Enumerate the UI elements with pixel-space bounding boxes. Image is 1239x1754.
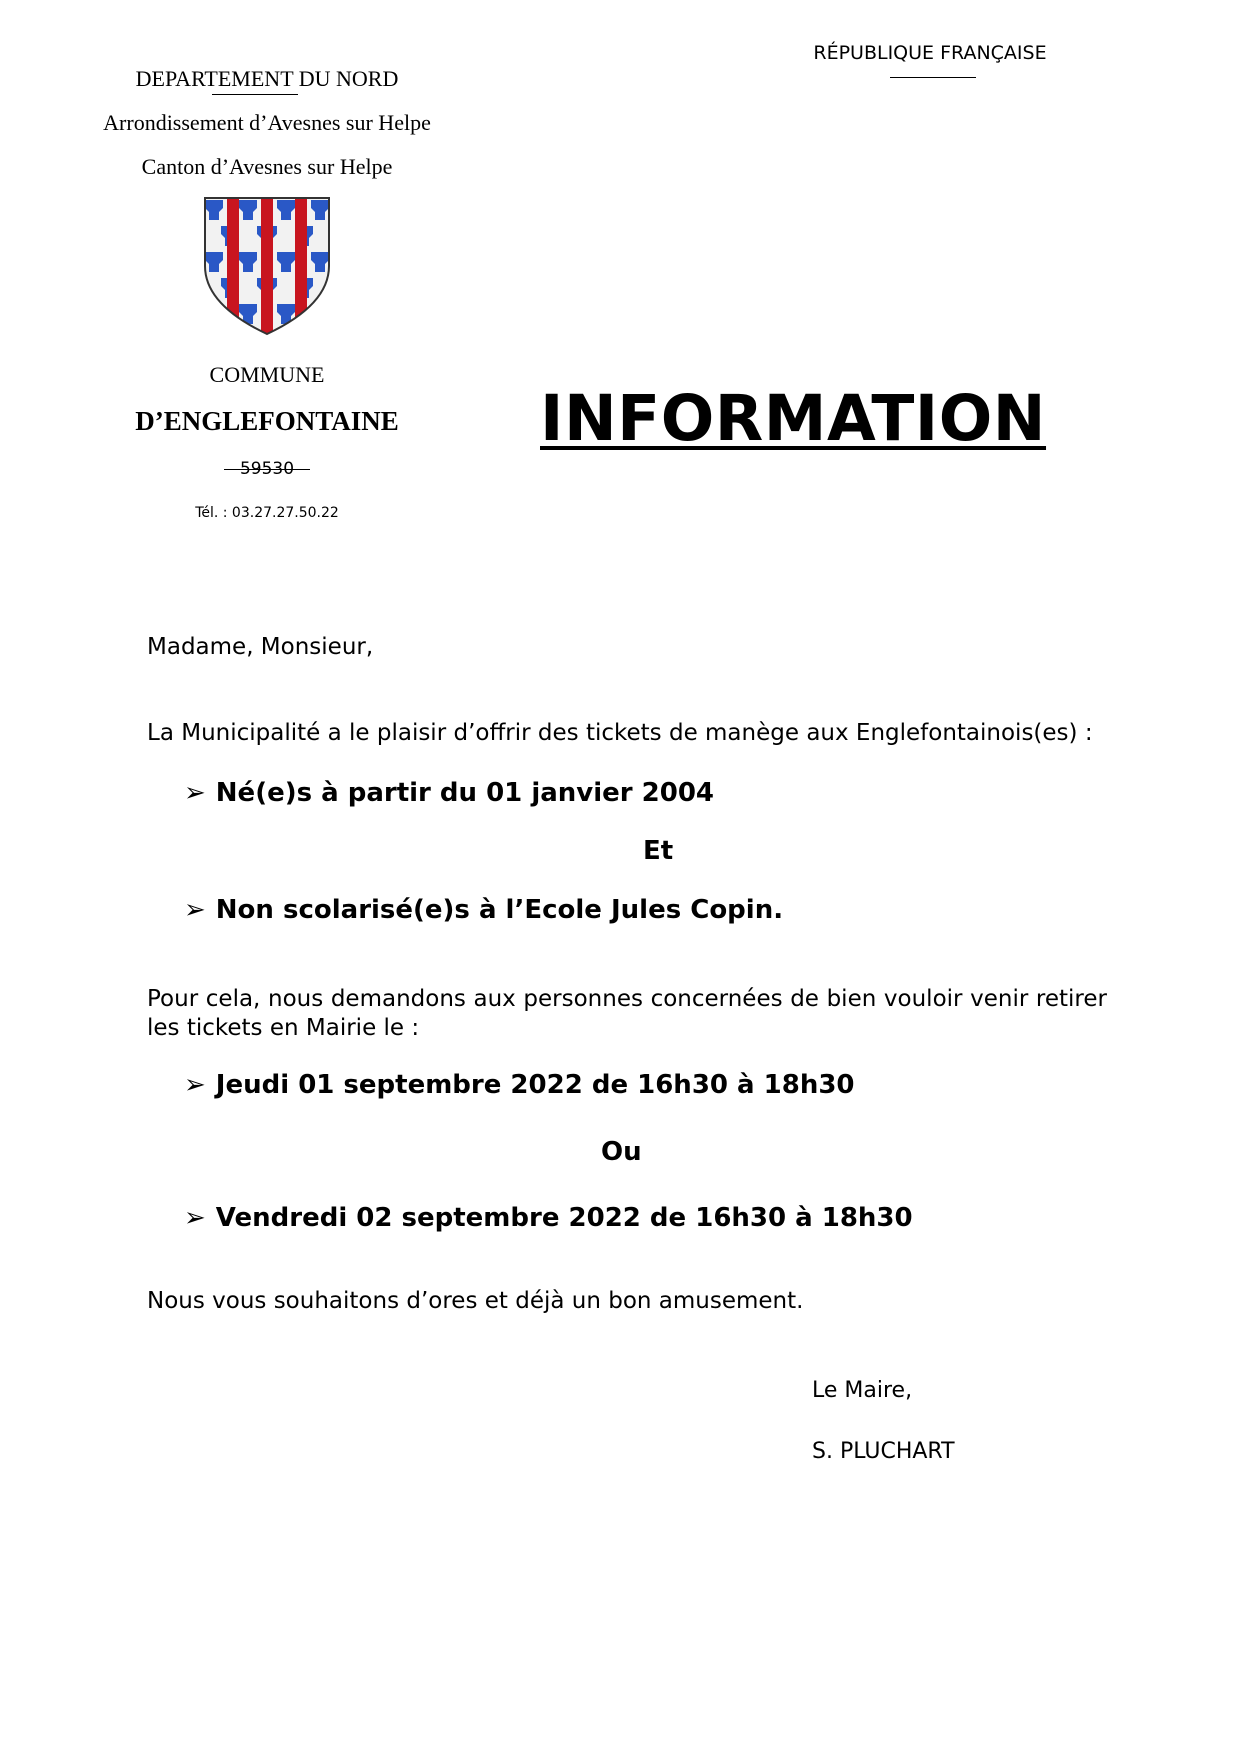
department-underline xyxy=(212,94,298,95)
postal-code xyxy=(52,459,482,479)
arrow-bullet-icon: ➢ xyxy=(184,1203,206,1233)
criteria-text: Non scolarisé(e)s à l’Ecole Jules Copin. xyxy=(215,895,784,925)
date-item xyxy=(184,1070,855,1100)
republic-label: RÉPUBLIQUE FRANÇAISE xyxy=(813,42,1047,64)
arrow-bullet-icon: ➢ xyxy=(184,1070,206,1100)
page-title: INFORMATION xyxy=(540,382,1047,455)
intro-paragraph: La Municipalité a le plaisir d’offrir des tickets de manège aux Englefontainois(es) : xyxy=(147,720,1093,746)
commune-label: COMMUNE xyxy=(209,362,325,387)
closing-paragraph: Nous vous souhaitons d’ores et déjà un bon amusement. xyxy=(147,1288,804,1314)
date-item xyxy=(184,1203,913,1233)
department-text: DEPARTEMENT DU NORD xyxy=(135,66,399,91)
coat-of-arms xyxy=(201,196,333,336)
arrow-bullet-icon: ➢ xyxy=(184,895,206,925)
canton-line: Canton d’Avesnes sur Helpe xyxy=(141,154,393,179)
postal-code-text: 59530 xyxy=(224,459,310,479)
arrondissement-line: Arrondissement d’Avesnes sur Helpe xyxy=(103,110,431,135)
commune-name: D’ENGLEFONTAINE xyxy=(135,406,399,436)
criteria-item xyxy=(184,778,714,808)
request-paragraph: Pour cela, nous demandons aux personnes concernées de bien vouloir venir retirer les tickets en Mairie le : xyxy=(147,986,1107,1041)
and-word: Et xyxy=(643,836,674,866)
shield-red-pales xyxy=(227,196,307,336)
signature-role: Le Maire, xyxy=(812,1378,913,1403)
coat-of-arms-shield-icon xyxy=(201,196,333,336)
or-word: Ou xyxy=(601,1137,642,1167)
salutation: Madame, Monsieur, xyxy=(147,634,374,660)
date-text: Jeudi 01 septembre 2022 de 16h30 à 18h30 xyxy=(215,1070,855,1100)
criteria-item xyxy=(184,895,783,925)
arrow-bullet-icon: ➢ xyxy=(184,778,206,808)
date-text: Vendredi 02 septembre 2022 de 16h30 à 18h30 xyxy=(215,1203,913,1233)
republic-rule xyxy=(890,77,976,78)
department-line xyxy=(52,66,482,92)
phone-number: Tél. : 03.27.27.50.22 xyxy=(195,505,339,521)
criteria-text: Né(e)s à partir du 01 janvier 2004 xyxy=(215,778,715,808)
signature-name: S. PLUCHART xyxy=(812,1439,955,1464)
